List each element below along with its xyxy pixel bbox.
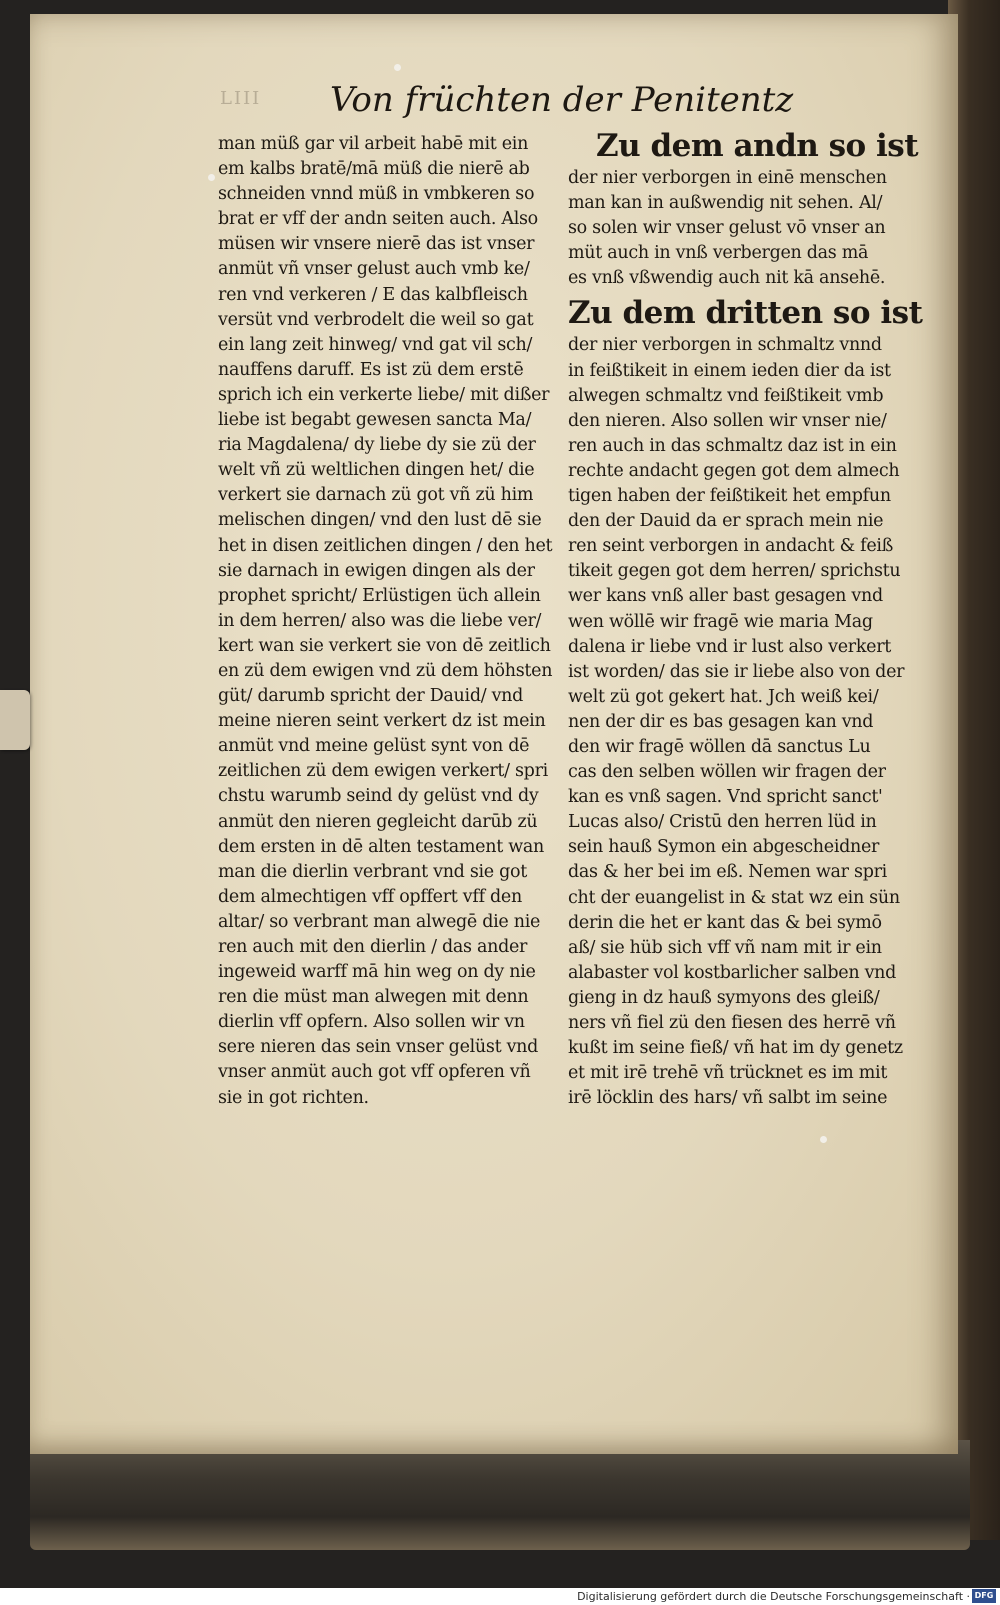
text-line: cas den selben wöllen wir fragen der	[568, 762, 886, 783]
text-line: gieng in dz hauß symyons des gleiß/	[568, 987, 880, 1008]
text-line: anmüt vñ vnser gelust auch vmb ke/	[218, 259, 530, 280]
text-line: welt zü got gekert hat. Jch weiß kei/	[568, 686, 879, 707]
text-line: altar/ so verbrant man alwegē die nie	[218, 911, 541, 932]
text-line: et mit irē trehē vñ trücknet es im mit	[568, 1063, 888, 1084]
text-line: schneiden vnnd müß in vmbkeren so	[218, 184, 535, 205]
text-line: alwegen schmaltz vnd feißtikeit vmb	[568, 385, 884, 406]
text-line: dierlin vff opfern. Also sollen wir vn	[218, 1012, 525, 1033]
text-line: es vnß vßwendig auch nit kā ansehē.	[568, 268, 886, 289]
paper-spot	[820, 1136, 827, 1143]
text-line: ners vñ fiel zü den fiesen des herrē vñ	[568, 1013, 896, 1033]
text-line: in dem herren/ also was die liebe ver/	[218, 610, 542, 631]
text-line: zeitlichen zü dem ewigen verkert/ spri	[218, 761, 548, 782]
text-line: dalena ir liebe vnd ir lust also verkert	[568, 636, 892, 657]
text-line: derin die het er kant das & bei symō	[568, 912, 882, 933]
text-line: wer kans vnß aller bast gesagen vnd	[568, 586, 883, 607]
text-line: dem ersten in dē alten testament wan	[218, 836, 544, 857]
text-line: müt auch in vnß verbergen das mā	[568, 243, 869, 264]
text-line: chstu warumb seind dy gelüst vnd dy	[218, 786, 539, 807]
text-line: alabaster vol kostbarlicher salben vnd	[568, 962, 897, 983]
folio-number: LIII	[220, 88, 262, 109]
text-line: liebe ist begabt gewesen sancta Ma/	[218, 410, 532, 431]
page-clip-tab	[0, 690, 30, 750]
text-line: em kalbs bratē/mā müß die nierē ab	[218, 159, 530, 180]
text-line: Lucas also/ Cristū den herren lüd in	[568, 812, 877, 833]
text-line: ren auch mit den dierlin / das ander	[218, 937, 528, 957]
book-block-edge	[30, 1440, 970, 1550]
text-line: nauffens daruff. Es ist zü dem erstē	[218, 359, 524, 380]
text-line: in feißtikeit in einem ieden dier da ist	[568, 360, 891, 381]
running-head: Von früchten der Penitentz	[330, 80, 794, 120]
section-heading-second: Zu dem andn so ist	[596, 128, 919, 164]
text-line: brat er vff der andn seiten auch. Also	[218, 209, 538, 230]
text-line: meine nieren seint verkert dz ist mein	[218, 711, 546, 732]
right-paragraph-2	[568, 333, 906, 1111]
text-line: ren seint verborgen in andacht & feiß	[568, 536, 894, 557]
right-text-column	[568, 128, 923, 1111]
text-line: kan es vnß sagen. Vnd spricht sanct'	[568, 787, 883, 808]
footer-credit-text: Digitalisierung gefördert durch die Deutsche Forschungsgemeinschaft ·	[577, 1590, 970, 1603]
text-line: man die dierlin verbrant vnd sie got	[218, 861, 527, 882]
right-paragraph-1	[568, 166, 906, 291]
dfg-logo: DFG	[972, 1589, 996, 1603]
text-line: den wir fragē wöllen dā sanctus Lu	[568, 736, 871, 757]
text-line: kußt im seine fieß/ vñ hat im dy genetz	[568, 1038, 903, 1059]
section-heading-third: Zu dem dritten so ist	[568, 295, 923, 332]
text-line: ein lang zeit hinweg/ vnd gat vil sch/	[218, 334, 533, 355]
text-line: güt/ darumb spricht der Dauid/ vnd	[218, 686, 524, 707]
text-line: tikeit gegen got dem herren/ sprichstu	[568, 561, 901, 582]
text-line: ren vnd verkeren / E das kalbfleisch	[218, 284, 528, 305]
text-line: en zü dem ewigen vnd zü dem höhsten	[218, 660, 553, 681]
text-line: wen wöllē wir fragē wie maria Mag	[568, 611, 873, 632]
text-line: anmüt den nieren gegleicht darūb zü	[218, 811, 538, 832]
left-text-column	[218, 132, 558, 1111]
text-line: kert wan sie verkert sie von dē zeitlich	[218, 635, 551, 656]
text-line: ren die müst man alwegen mit denn	[218, 987, 529, 1008]
text-line: prophet spricht/ Erlüstigen üch allein	[218, 585, 541, 606]
text-line: der nier verborgen in einē menschen	[568, 168, 887, 188]
text-line: sie in got richten.	[218, 1087, 369, 1108]
text-line: versüt vnd verbrodelt die weil so gat	[218, 309, 534, 330]
text-line: man müß gar vil arbeit habē mit ein	[218, 134, 529, 154]
text-line: welt vñ zü weltlichen dingen het/ die	[218, 460, 535, 481]
text-line: sie darnach in ewigen dingen als der	[218, 560, 535, 581]
text-line: ist worden/ das sie ir liebe also von der	[568, 661, 905, 682]
paper-spot	[208, 174, 215, 181]
text-line: irē löcklin des hars/ vñ salbt im seine	[568, 1088, 888, 1109]
text-line: verkert sie darnach zü got vñ zü him	[218, 485, 534, 506]
text-line: rechte andacht gegen got dem almech	[568, 460, 900, 481]
text-line: tigen haben der feißtikeit het empfun	[568, 486, 891, 507]
text-line: nen der dir es bas gesagen kan vnd	[568, 711, 874, 732]
text-line: anmüt vnd meine gelüst synt von dē	[218, 736, 530, 757]
text-line: sprich ich ein verkerte liebe/ mit dißer	[218, 384, 550, 405]
text-line: den der Dauid da er sprach mein nie	[568, 511, 884, 532]
text-line: cht der euangelist in & stat wz ein sün	[568, 887, 900, 908]
text-line: dem almechtigen vff opffert vff den	[218, 886, 522, 907]
text-line: ren auch in das schmaltz daz ist in ein	[568, 435, 897, 456]
text-line: ria Magdalena/ dy liebe dy sie zü der	[218, 435, 536, 456]
text-line: vnser anmüt auch got vff opferen vñ	[218, 1062, 531, 1083]
text-line: den nieren. Also sollen wir vnser nie/	[568, 410, 887, 431]
text-line: sein hauß Symon ein abgescheidner	[568, 837, 880, 858]
text-line: das & her bei im eß. Nemen war spri	[568, 862, 887, 883]
text-line: aß/ sie hüb sich vff vñ nam mit ir ein	[568, 937, 882, 958]
text-line: der nier verborgen in schmaltz vnnd	[568, 335, 882, 356]
paper-spot	[394, 64, 401, 71]
text-line: het in disen zeitlichen dingen / den het	[218, 535, 553, 556]
text-line: müsen wir vnsere nierē das ist vnser	[218, 234, 535, 255]
text-line: so solen wir vnser gelust vō vnser an	[568, 218, 886, 239]
text-line: melischen dingen/ vnd den lust dē sie	[218, 510, 542, 531]
text-line: ingeweid warff mā hin weg on dy nie	[218, 962, 536, 983]
text-line: man kan in außwendig nit sehen. Al/	[568, 193, 883, 214]
text-line: sere nieren das sein vnser gelüst vnd	[218, 1037, 539, 1058]
